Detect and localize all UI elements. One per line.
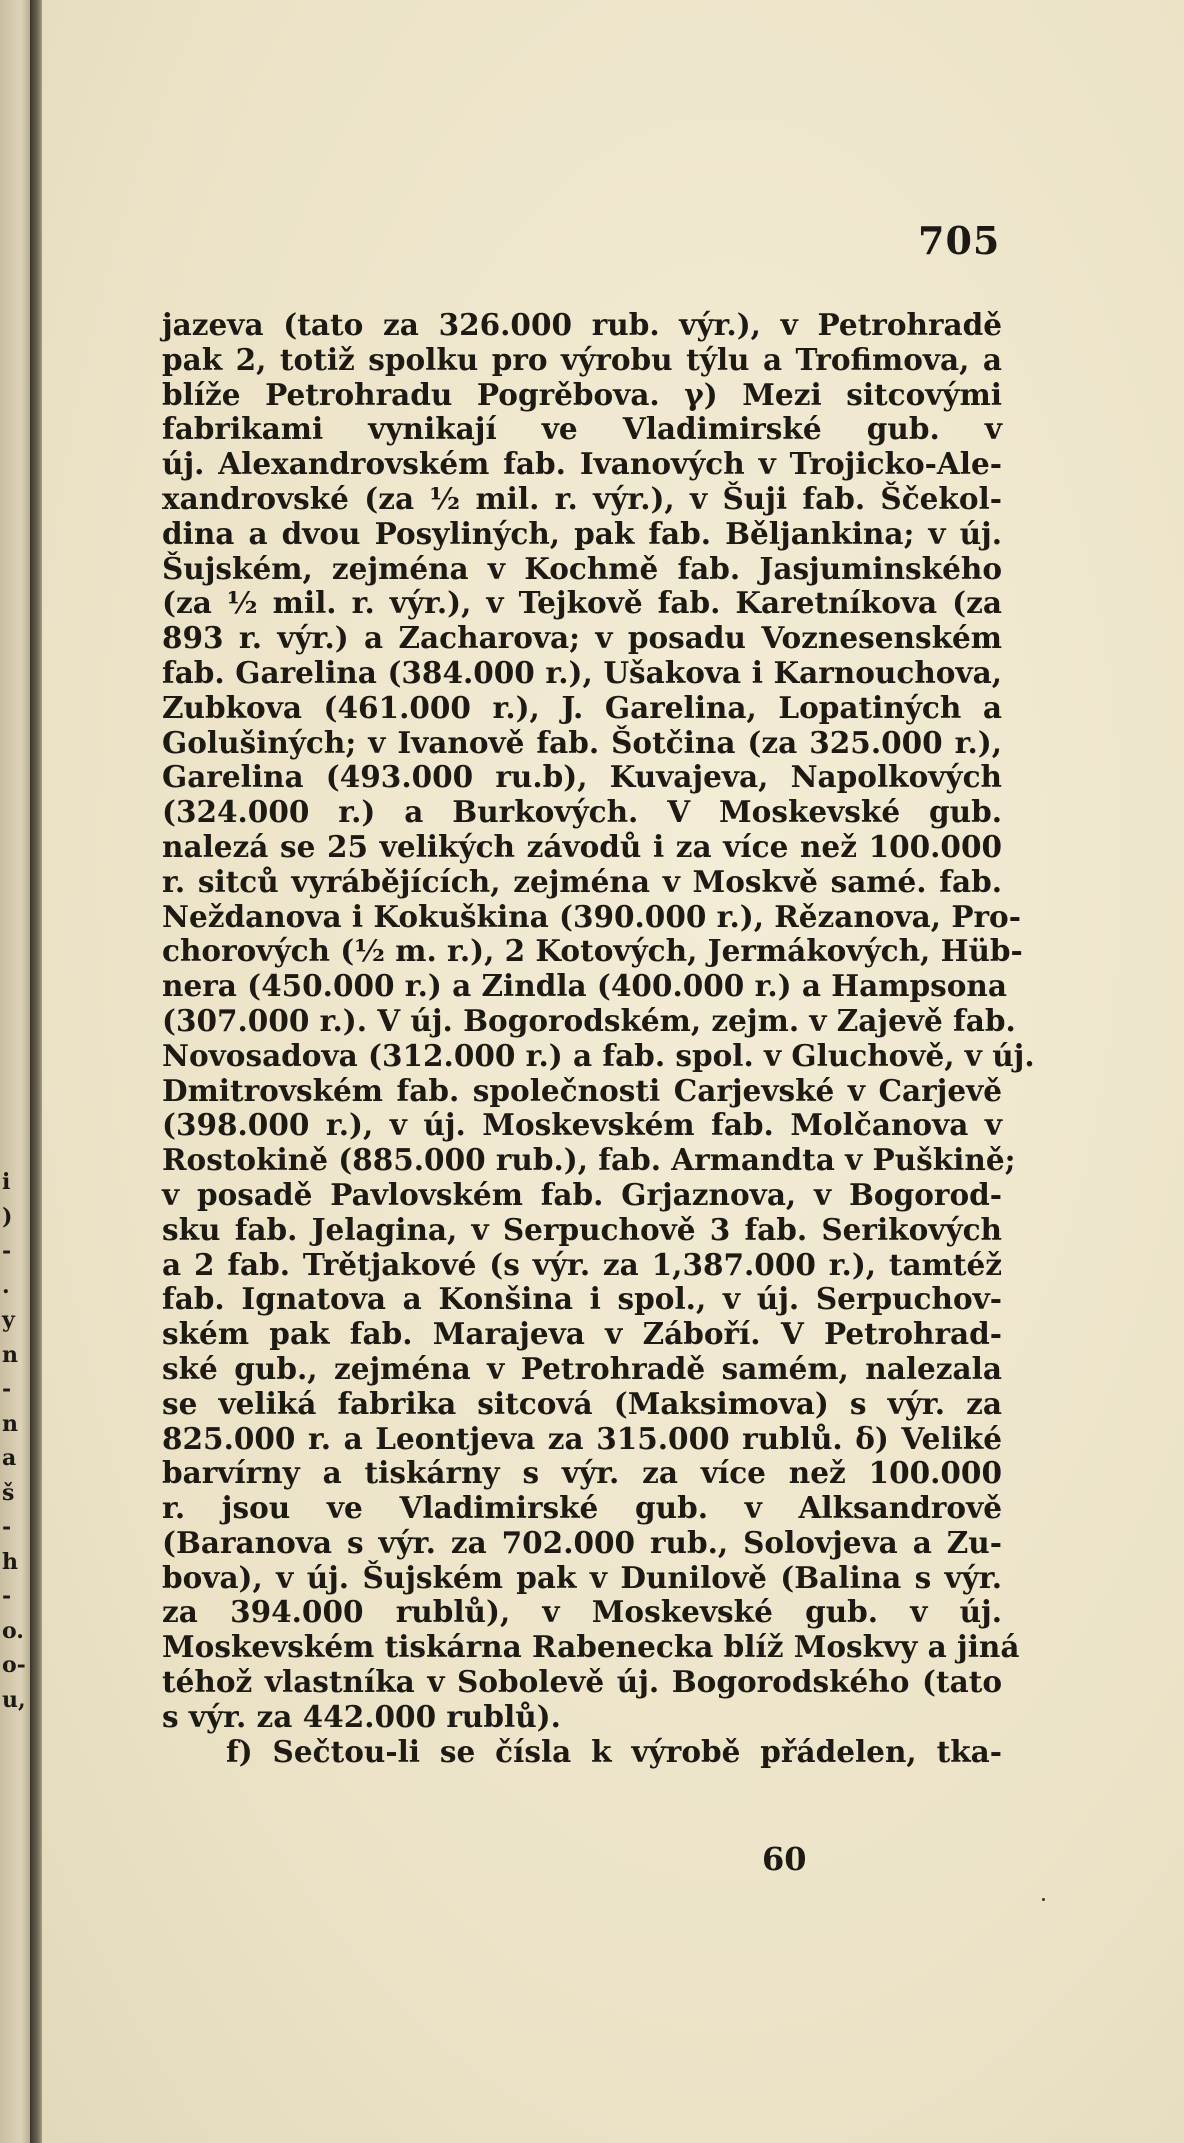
body-text: [162, 307, 1035, 1769]
text-line: a 2 fab. Trětjakové (s výr. za 1,387.000 r.), tamtéž: [162, 1246, 1002, 1282]
text-line: pak 2, totiž spolku pro výrobu týlu a Trofimova, a: [162, 341, 1002, 377]
edge-fragment: u,: [2, 1686, 26, 1713]
edge-fragment: ): [2, 1203, 13, 1230]
edge-fragment: y: [2, 1307, 15, 1333]
text-line: sku fab. Jelagina, v Serpuchově 3 fab. Serikových: [162, 1211, 1002, 1247]
page: [42, 0, 1184, 2143]
edge-fragment: š: [2, 1479, 15, 1506]
text-line: fab. Garelina (384.000 r.), Ušakova i Karnouchova,: [162, 654, 1002, 690]
text-line: ské gub., zejména v Petrohradě samém, nalezala: [162, 1350, 1002, 1386]
facing-page-margin-fragments: [2, 1165, 26, 1717]
text-line: (398.000 r.), v új. Moskevském fab. Molčanova v: [162, 1107, 1002, 1143]
text-line: nera (450.000 r.) a Zindla (400.000 r.) a Hampsona: [162, 968, 1007, 1004]
text-line: Zubkova (461.000 r.), J. Garelina, Lopatiných a: [162, 689, 1002, 725]
text-line: Rostokině (885.000 rub.), fab. Armandta v Puškině;: [162, 1142, 1016, 1178]
text-line: (za ½ mil. r. výr.), v Tejkově fab. Karetníkova (za: [162, 585, 1002, 621]
text-line: fab. Ignatova a Konšina i spol., v új. Serpuchov-: [162, 1281, 1002, 1317]
text-line: fabrikami vynikají ve Vladimirské gub. v: [162, 411, 1002, 447]
edge-fragment: i: [2, 1169, 11, 1195]
text-line: téhož vlastníka v Sobolevě új. Bogorodského (tato: [162, 1664, 1002, 1700]
edge-fragment: o.: [2, 1617, 24, 1644]
edge-fragment: n: [2, 1410, 18, 1437]
text-line: chorových (½ m. r.), 2 Kotových, Jermákových, Hüb-: [162, 933, 1023, 969]
text-line: (Baranova s výr. za 702.000 rub., Solovjeva a Zu-: [162, 1524, 1002, 1560]
edge-fragment: o-: [2, 1652, 26, 1678]
text-line: r. jsou ve Vladimirské gub. v Alksandrově: [162, 1490, 1002, 1526]
edge-fragment: -: [2, 1514, 12, 1540]
text-line: r. sitců vyrábějících, zejména v Moskvě samé. fab.: [162, 863, 1002, 899]
text-line: se veliká fabrika sitcová (Maksimova) s výr. za: [162, 1385, 1002, 1421]
edge-fragment: .: [2, 1272, 10, 1299]
text-line: 893 r. výr.) a Zacharova; v posadu Voznesenském: [162, 620, 1002, 656]
edge-fragment: -: [2, 1376, 12, 1402]
text-line: (307.000 r.). V új. Bogorodském, zejm. v Zajevě fab.: [162, 1002, 1016, 1038]
text-line: s výr. za 442.000 rublů).: [162, 1698, 561, 1734]
text-line: v posadě Pavlovském fab. Grjaznova, v Bogorod-: [162, 1176, 1002, 1212]
text-line: Neždanova i Kokuškina (390.000 r.), Rězanova, Pro-: [162, 898, 1021, 934]
book-gutter: [30, 0, 42, 2143]
text-line: nalezá se 25 velikých závodů i za více než 100.000: [162, 828, 1002, 864]
text-line: 825.000 r. a Leontjeva za 315.000 rublů. δ) Veliké: [162, 1420, 1002, 1456]
text-line: Novosadova (312.000 r.) a fab. spol. v Gluchově, v új.: [162, 1037, 1035, 1073]
text-line: Šujském, zejména v Kochmě fab. Jasjuminského: [162, 550, 1002, 586]
edge-fragment: -: [2, 1583, 12, 1609]
text-line: za 394.000 rublů), v Moskevské gub. v új.: [162, 1594, 1002, 1630]
text-line: Moskevském tiskárna Rabenecka blíž Moskvy a jiná: [162, 1629, 1020, 1665]
text-line: barvírny a tiskárny s výr. za více než 100.000: [162, 1455, 1002, 1491]
text-line: Dmitrovském fab. společnosti Carjevské v Carjevě: [162, 1072, 1002, 1108]
text-line: Garelina (493.000 ru.b), Kuvajeva, Napolkových: [162, 759, 1002, 795]
edge-fragment: a: [2, 1445, 17, 1471]
text-line: jazeva (tato za 326.000 rub. výr.), v Petrohradě: [162, 307, 1002, 342]
text-line: f) Sečtou-li se čísla k výrobě přádelen, tka-: [226, 1733, 1002, 1769]
edge-fragment: -: [2, 1238, 12, 1264]
text-line: dina a dvou Posyliných, pak fab. Běljankina; v új.: [162, 515, 1002, 551]
facing-page-edge: [0, 0, 30, 2143]
text-line: ském pak fab. Marajeva v Záboří. V Petrohrad-: [162, 1316, 1002, 1352]
text-line: xandrovské (za ½ mil. r. výr.), v Šuji fab. Ščekol-: [162, 480, 1002, 516]
text-line: bova), v új. Šujském pak v Dunilově (Balina s výr.: [162, 1559, 1002, 1595]
text-line: (324.000 r.) a Burkových. V Moskevské gub.: [162, 794, 1002, 830]
text-line: új. Alexandrovském fab. Ivanových v Trojicko-Ale-: [162, 446, 1002, 482]
printer-signature: 60: [762, 1840, 807, 1878]
text-line: blíže Petrohradu Pogrěbova. γ) Mezi sitcovými: [162, 376, 1002, 412]
paper-speck: [1042, 1898, 1045, 1901]
edge-fragment: h: [2, 1548, 18, 1575]
text-line: Golušiných; v Ivanově fab. Šotčina (za 325.000 r.),: [162, 724, 1002, 760]
edge-fragment: n: [2, 1341, 18, 1368]
page-number: 705: [918, 218, 1001, 263]
